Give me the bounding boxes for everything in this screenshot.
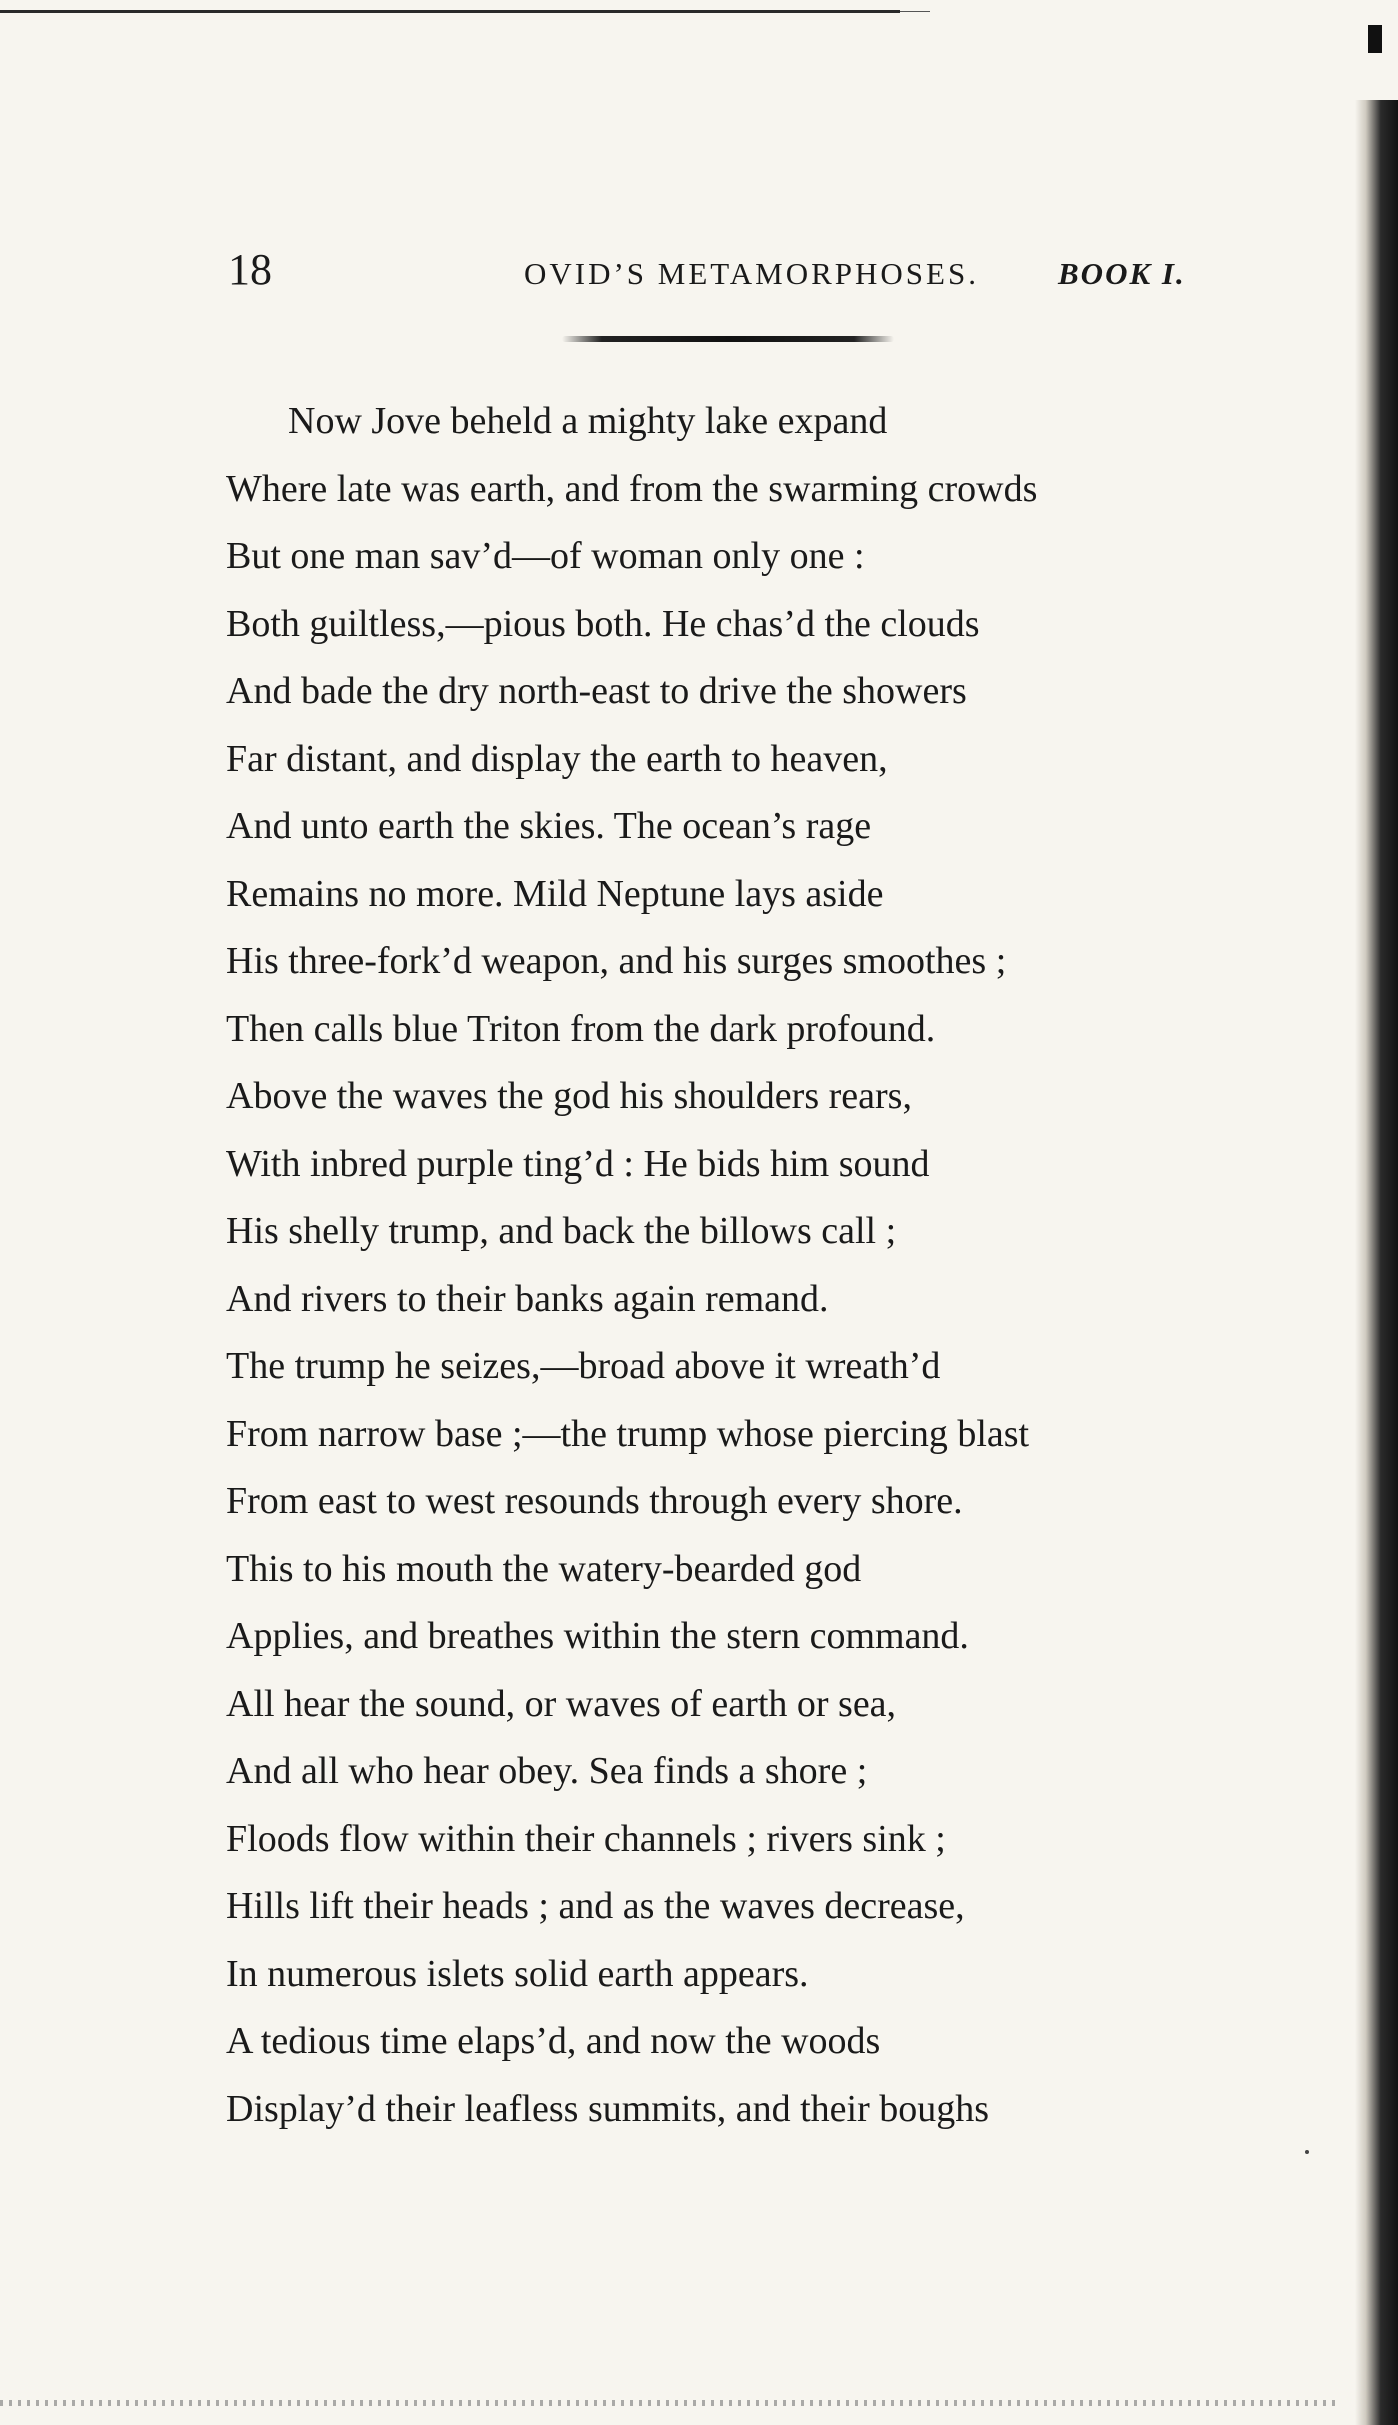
poem-line: His three-fork’d weapon, and his surges smoothes ; xyxy=(226,940,1007,982)
poem-line: But one man sav’d—of woman only one : xyxy=(226,535,865,577)
poem-line: And all who hear obey. Sea finds a shore ; xyxy=(226,1750,868,1792)
poem-line: And bade the dry north-east to drive the showers xyxy=(226,670,967,712)
poem-line: The trump he seizes,—broad above it wreath’d xyxy=(226,1345,941,1387)
page-gutter-shadow xyxy=(1355,100,1398,2425)
top-rule-tail xyxy=(900,11,930,12)
poem-line: His shelly trump, and back the billows call ; xyxy=(226,1210,897,1252)
poem-line: Hills lift their heads ; and as the waves decrease, xyxy=(226,1885,965,1927)
ornament-rule xyxy=(562,336,894,342)
poem-line: With inbred purple ting’d : He bids him sound xyxy=(226,1142,930,1185)
page-number: 18 xyxy=(228,245,272,294)
ink-speck xyxy=(1305,2150,1309,2154)
page-header xyxy=(228,244,1238,304)
book-label: BOOK I. xyxy=(1058,256,1186,291)
running-title: OVID’S METAMORPHOSES. xyxy=(524,256,979,291)
poem-line: All hear the sound, or waves of earth or sea, xyxy=(226,1682,897,1725)
poem-line: Then calls blue Triton from the dark profound. xyxy=(226,1007,936,1050)
poem-line: This to his mouth the watery-bearded god xyxy=(226,1547,862,1590)
bottom-edge-dots xyxy=(0,2400,1340,2406)
top-rule xyxy=(0,10,900,13)
poem-line: Floods flow within their channels ; rivers sink ; xyxy=(226,1817,946,1860)
poem-line: In numerous islets solid earth appears. xyxy=(226,1952,809,1995)
poem-line: Remains no more. Mild Neptune lays aside xyxy=(226,872,884,915)
poem-line: From narrow base ;—the trump whose piercing blast xyxy=(226,1412,1030,1455)
poem-line: From east to west resounds through every shore. xyxy=(226,1480,963,1522)
poem-line: A tedious time elaps’d, and now the woods xyxy=(226,2020,881,2062)
poem-body xyxy=(226,388,1226,2143)
gutter-mark xyxy=(1368,25,1382,53)
poem-line: And unto earth the skies. The ocean’s rage xyxy=(226,805,872,847)
poem-line: Display’d their leafless summits, and their boughs xyxy=(226,2087,990,2130)
poem-line: Now Jove beheld a mighty lake expand xyxy=(288,400,888,442)
poem-line: Far distant, and display the earth to heaven, xyxy=(226,737,888,780)
poem-line: And rivers to their banks again remand. xyxy=(226,1277,829,1320)
poem-line: Applies, and breathes within the stern command. xyxy=(226,1615,969,1657)
poem-line: Both guiltless,—pious both. He chas’d the clouds xyxy=(226,602,980,645)
poem-line: Where late was earth, and from the swarming crowds xyxy=(226,467,1038,510)
poem-line: Above the waves the god his shoulders rears, xyxy=(226,1075,912,1117)
